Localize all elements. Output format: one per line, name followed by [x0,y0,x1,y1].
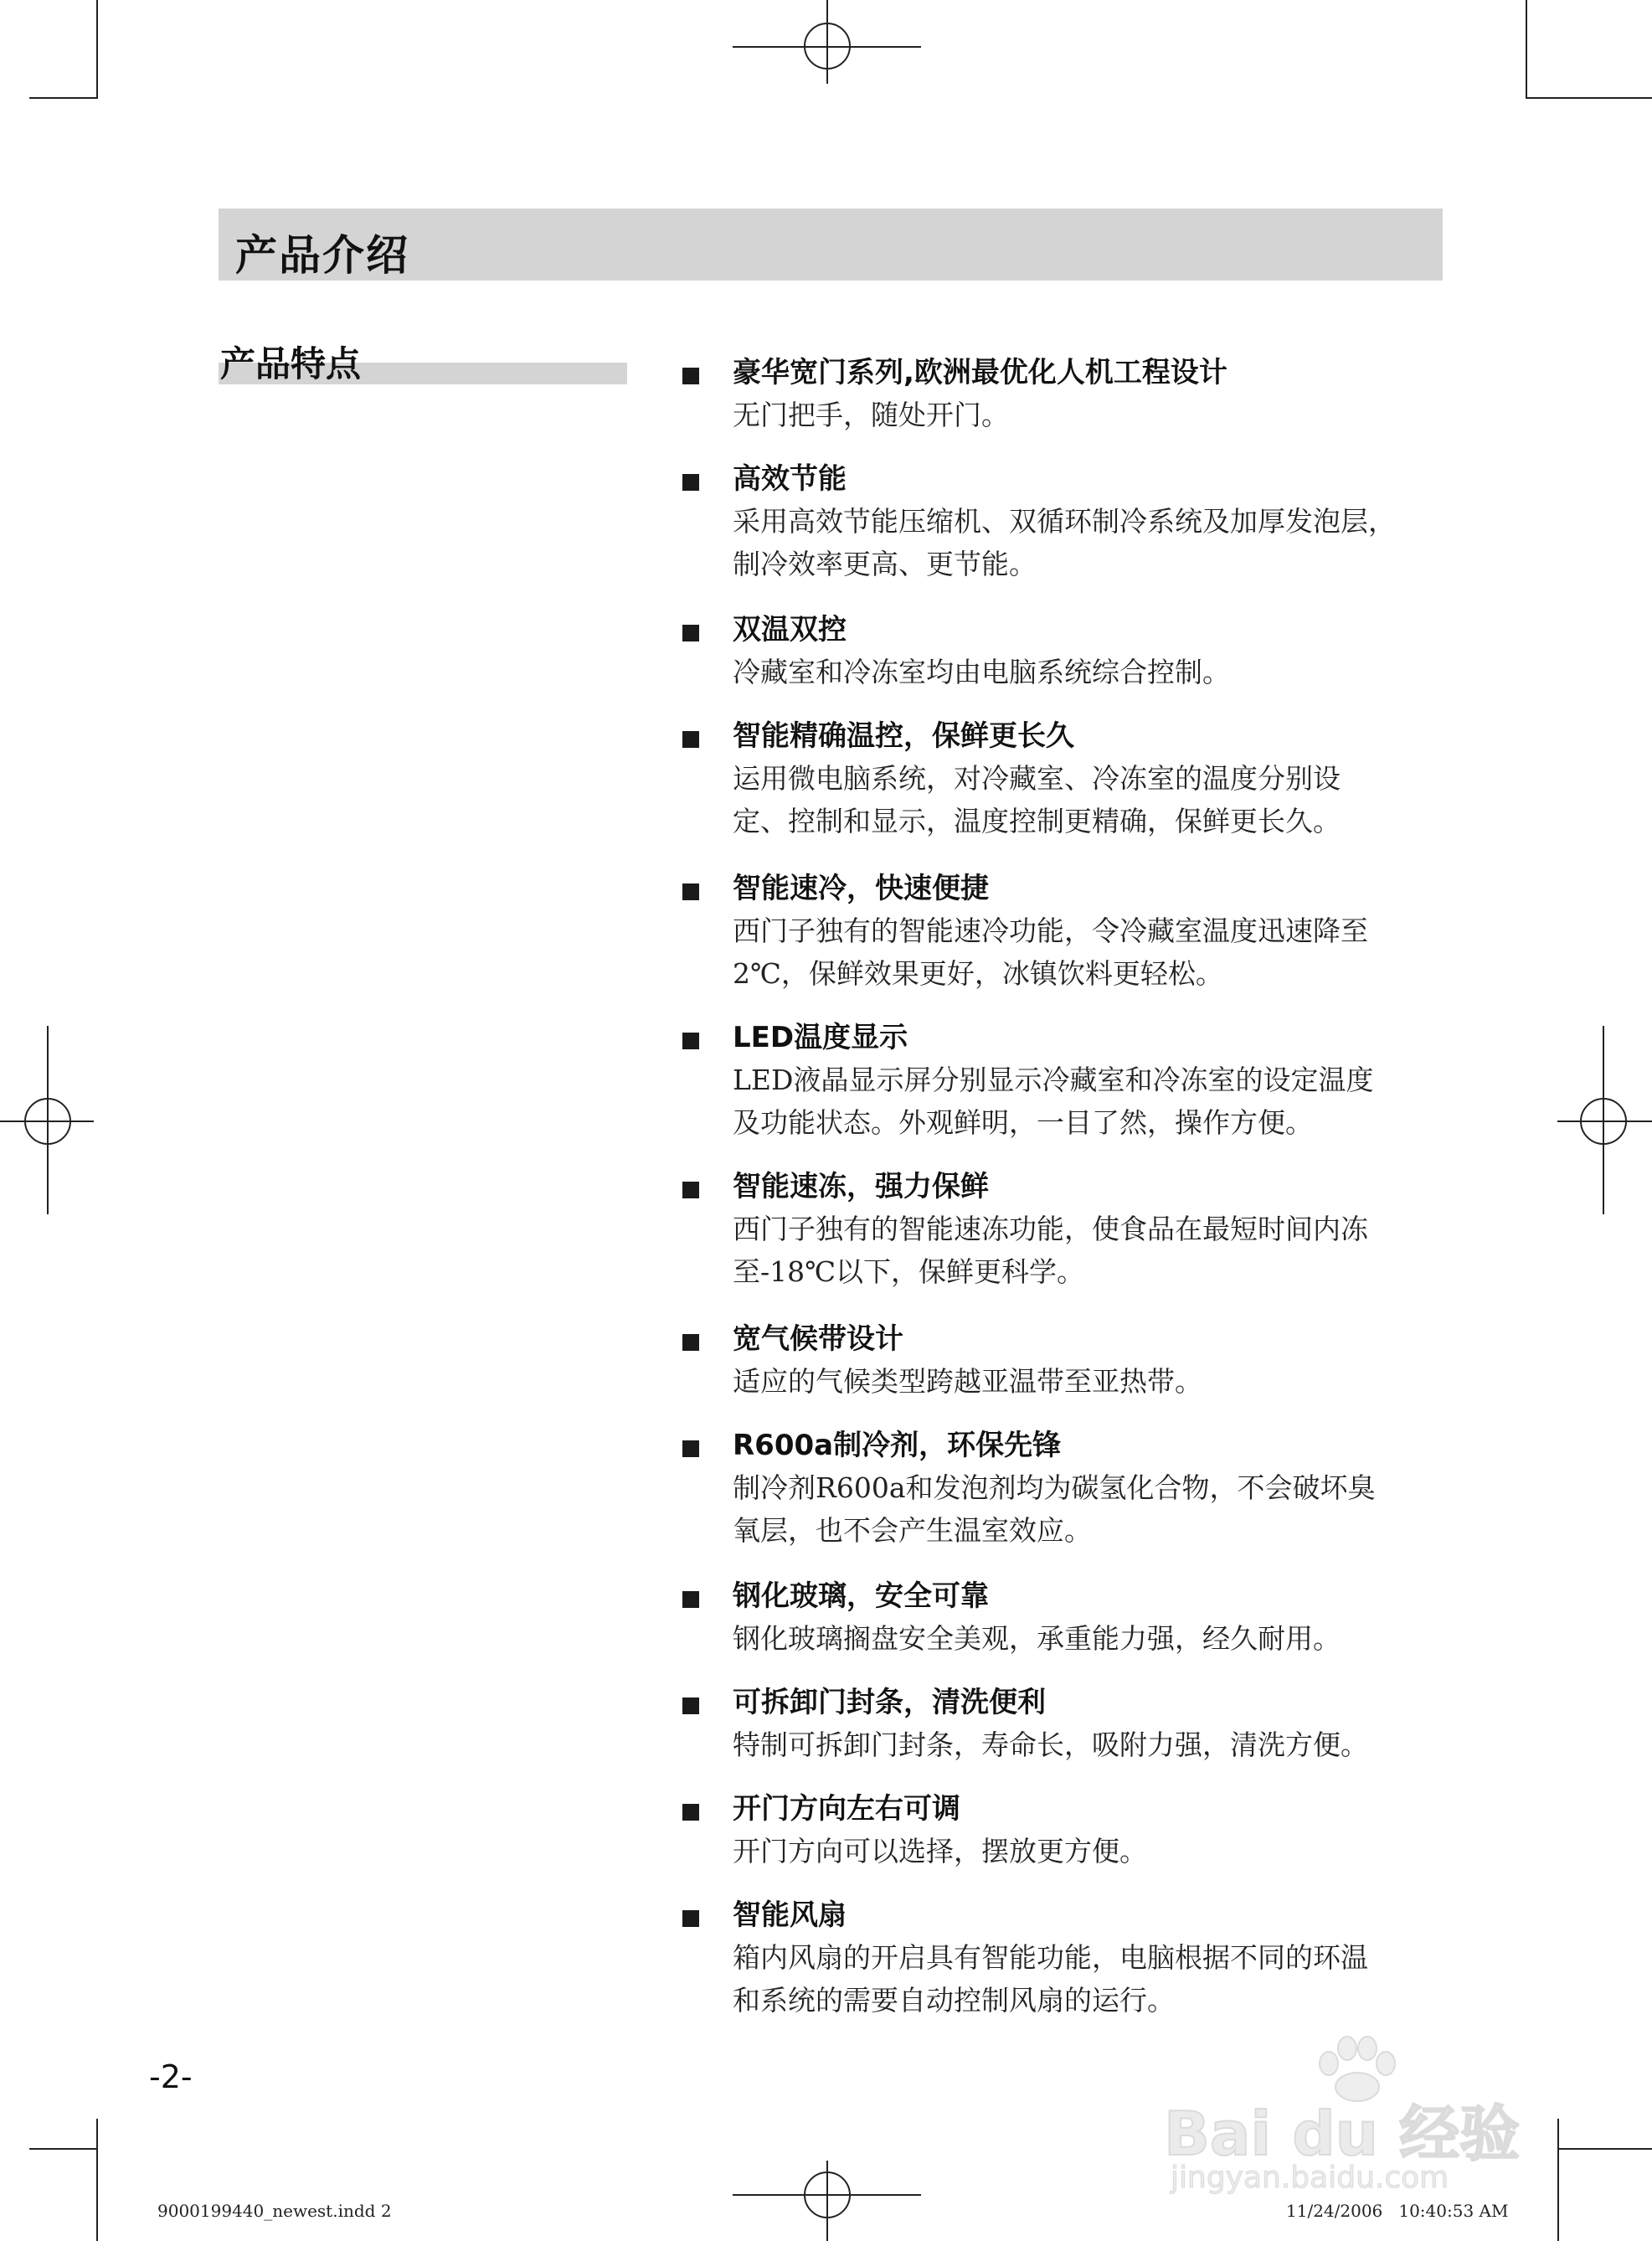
feature-item [682,609,1449,693]
square-bullet-icon [682,731,699,748]
feature-title: 高效节能 [733,462,847,496]
page-number: -2- [149,2058,193,2095]
feature-item [682,352,1449,436]
square-bullet-icon [682,1910,699,1927]
feature-item [682,1017,1449,1144]
feature-description-line: 氧层，也不会产生温室效应。 [733,1514,1092,1547]
feature-description-line: 2℃，保鲜效果更好，冰镇饮料更轻松。 [733,957,1223,990]
feature-description-line: 和系统的需要自动控制风扇的运行。 [733,1984,1175,2017]
feature-title: 智能速冻，强力保鲜 [733,1170,989,1203]
title-band [219,209,1443,281]
feature-item [682,1682,1449,1766]
feature-title: 智能精确温控，保鲜更长久 [733,719,1074,753]
feature-title: 智能风扇 [733,1898,847,1932]
feature-description-line: 适应的气候类型跨越亚温带至亚热带。 [733,1365,1202,1398]
square-bullet-icon [682,625,699,641]
feature-description-line: 运用微电脑系统，对冷藏室、冷冻室的温度分别设 [733,762,1341,795]
feature-description-line: 采用高效节能压缩机、双循环制冷系统及加厚发泡层， [733,505,1396,538]
square-bullet-icon [682,1804,699,1821]
footer-file-info: 9000199440_newest.indd 2 [157,2201,392,2221]
feature-description-line: 西门子独有的智能速冷功能，令冷藏室温度迅速降至 [733,914,1368,947]
feature-description-line: 西门子独有的智能速冻功能，使食品在最短时间内冻 [733,1213,1368,1245]
feature-item [682,458,1449,585]
feature-description-line: 制冷效率更高、更节能。 [733,548,1037,580]
feature-title: 可拆卸门封条，清洗便利 [733,1686,1046,1719]
feature-item [682,1894,1449,2022]
feature-title: R600a制冷剂，环保先锋 [733,1429,1062,1462]
watermark-text: Bai du 经验 [1164,2099,1521,2169]
section-heading: 产品特点 [220,343,362,384]
feature-title: 钢化玻璃，安全可靠 [733,1579,989,1613]
feature-item [682,1166,1449,1293]
feature-description-line: 开门方向可以选择，摆放更方便。 [733,1835,1147,1868]
feature-title: 宽气候带设计 [733,1322,903,1356]
feature-title: 豪华宽门系列,欧洲最优化人机工程设计 [733,356,1227,389]
square-bullet-icon [682,1440,699,1457]
feature-description-line: 箱内风扇的开启具有智能功能，电脑根据不同的环温 [733,1941,1368,1974]
square-bullet-icon [682,1697,699,1714]
feature-item [682,1788,1449,1873]
feature-item [682,1318,1449,1403]
footer-timestamp: 11/24/2006 10:40:53 AM [1286,2201,1509,2221]
feature-description-line: 无门把手，随处开门。 [733,399,1009,431]
feature-description-line: 至-18℃以下，保鲜更科学。 [733,1255,1085,1288]
page-title: 产品介绍 [235,231,409,280]
watermark-url: jingyan.baidu.com [1171,2161,1449,2195]
feature-description-line: 钢化玻璃搁盘安全美观，承重能力强，经久耐用。 [733,1622,1341,1655]
feature-description-line: 制冷剂R600a和发泡剂均为碳氢化合物，不会破坏臭 [733,1471,1376,1504]
feature-item [682,1575,1449,1660]
feature-description-line: 冷藏室和冷冻室均由电脑系统综合控制。 [733,656,1230,688]
square-bullet-icon [682,884,699,900]
square-bullet-icon [682,474,699,491]
feature-description-line: 定、控制和显示，温度控制更精确，保鲜更长久。 [733,805,1341,837]
feature-description-line: LED液晶显示屏分别显示冷藏室和冷冻室的设定温度 [733,1064,1374,1096]
feature-item [682,1424,1449,1552]
baidu-watermark [1164,2035,1557,2195]
square-bullet-icon [682,1033,699,1049]
square-bullet-icon [682,1334,699,1351]
square-bullet-icon [682,1182,699,1198]
square-bullet-icon [682,368,699,384]
feature-description-line: 及功能状态。外观鲜明，一目了然，操作方便。 [733,1106,1313,1139]
feature-title: 开门方向左右可调 [733,1792,960,1826]
feature-title: LED温度显示 [733,1021,908,1054]
feature-item [682,868,1449,995]
feature-description-line: 特制可拆卸门封条，寿命长，吸附力强，清洗方便。 [733,1728,1368,1761]
feature-item [682,715,1449,842]
feature-list [682,352,1449,2043]
square-bullet-icon [682,1591,699,1608]
feature-title: 双温双控 [733,613,847,647]
feature-title: 智能速冷，快速便捷 [733,872,989,905]
